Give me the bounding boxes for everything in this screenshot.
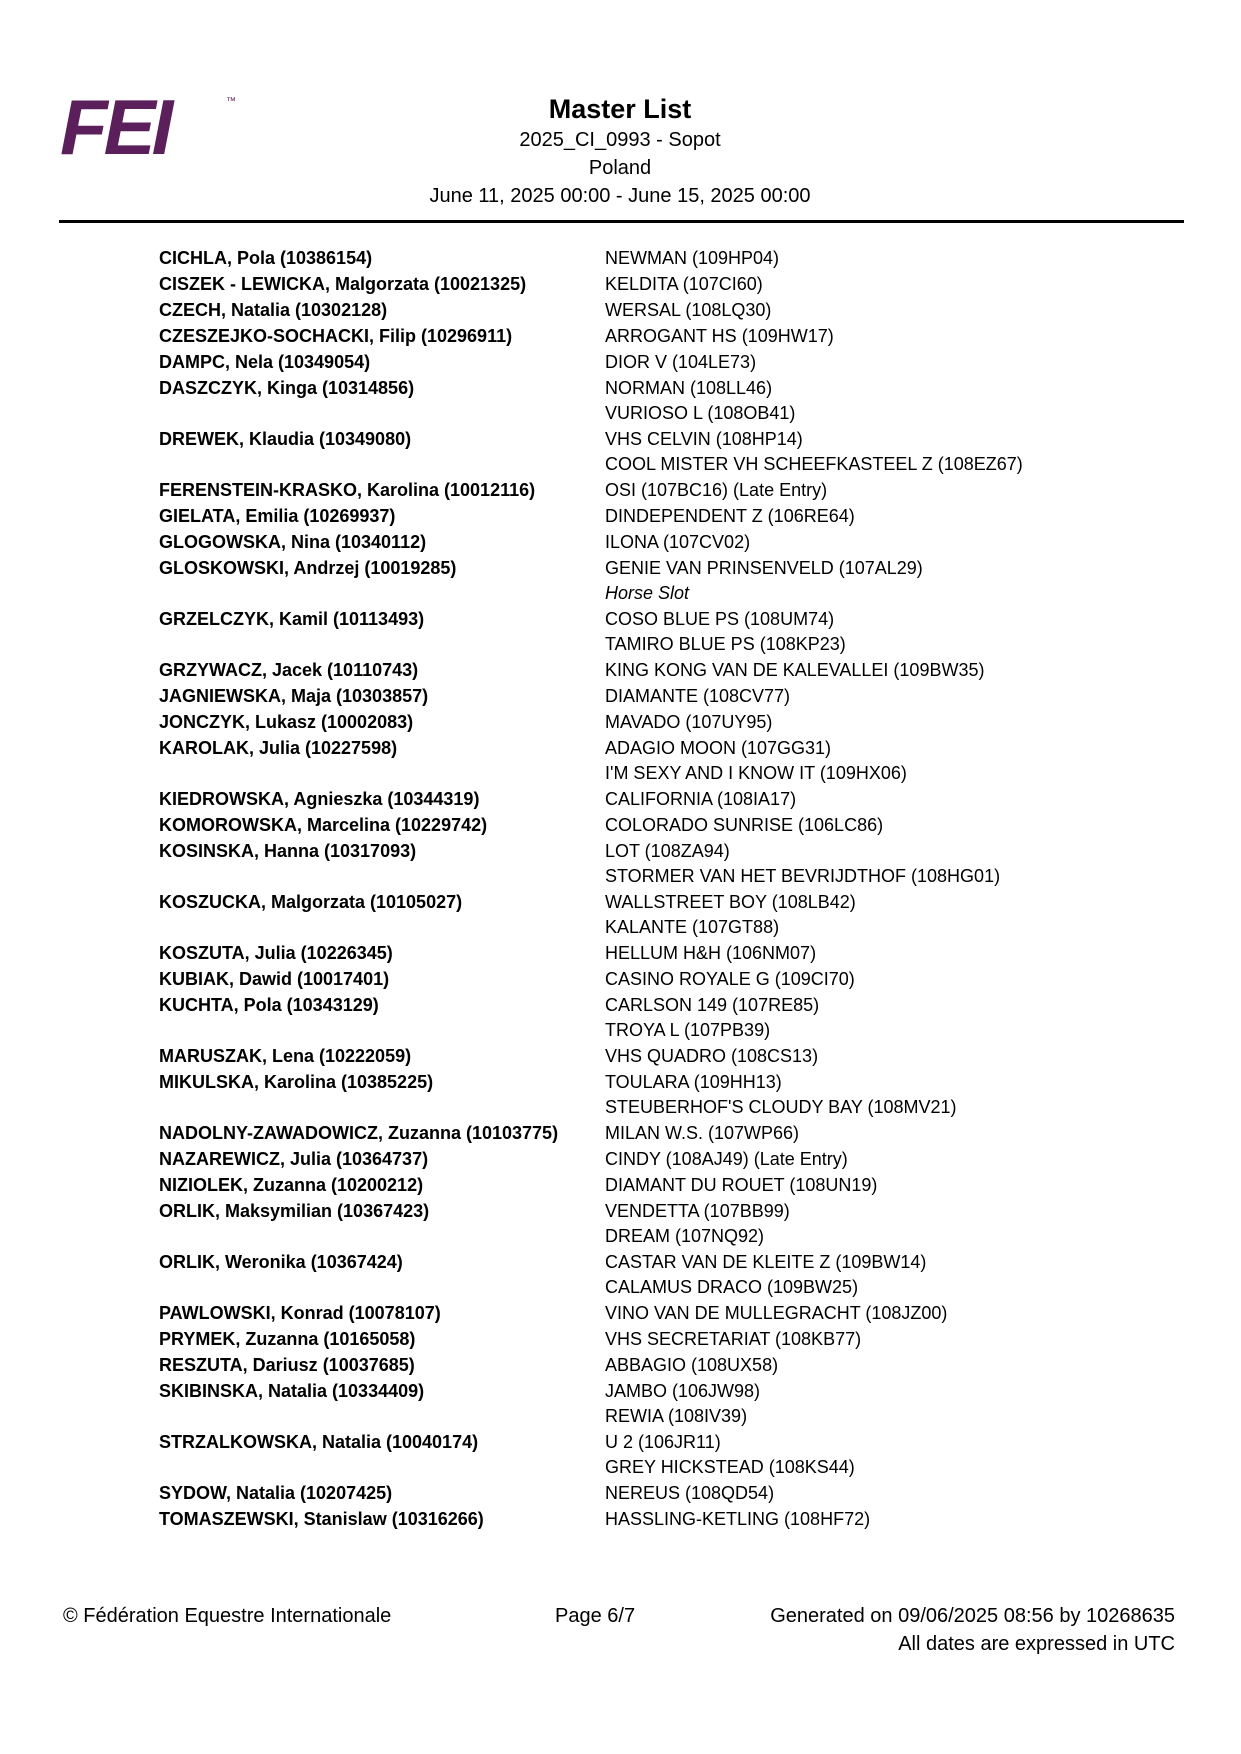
list-item (159, 556, 1139, 606)
list-item (159, 324, 1139, 349)
horse-list (605, 556, 923, 606)
rider-name: PRYMEK, Zuzanna (10165058) (159, 1329, 416, 1349)
horse-list (605, 710, 772, 735)
horse-list (605, 1147, 848, 1172)
horse-list (605, 658, 984, 683)
list-item (159, 427, 1139, 477)
horse-name: CARLSON 149 (107RE85) (605, 995, 820, 1015)
footer-page-number: Page 6/7 (555, 1605, 636, 1627)
rider-name: PAWLOWSKI, Konrad (10078107) (159, 1303, 441, 1323)
rider-name: CZECH, Natalia (10302128) (159, 300, 388, 320)
rider-name: RESZUTA, Dariusz (10037685) (159, 1355, 415, 1375)
rider-name: ORLIK, Maksymilian (10367423) (159, 1201, 430, 1221)
rider-name: GRZELCZYK, Kamil (10113493) (159, 609, 425, 629)
horse-list (605, 1430, 855, 1480)
rider-name: DASZCZYK, Kinga (10314856) (159, 378, 415, 398)
footer-generated-text: Generated on 09/06/2025 08:56 by 10268635 (770, 1605, 1175, 1627)
list-item (159, 658, 1139, 683)
list-item (159, 1070, 1139, 1120)
list-item (159, 1327, 1139, 1352)
rider-name: KOMOROWSKA, Marcelina (10229742) (159, 815, 488, 835)
horse-list (605, 839, 1000, 889)
list-item (159, 1147, 1139, 1172)
horse-list (605, 890, 856, 940)
horse-name: VENDETTA (107BB99) (605, 1201, 790, 1221)
list-item (159, 1353, 1139, 1378)
trademark-mark: ™ (226, 96, 236, 107)
horse-name: CALAMUS DRACO (109BW25) (605, 1277, 859, 1297)
horse-name: TAMIRO BLUE PS (108KP23) (605, 634, 846, 654)
horse-name: MILAN W.S. (107WP66) (605, 1123, 800, 1143)
rider-name: KOSZUCKA, Malgorzata (10105027) (159, 892, 463, 912)
list-item (159, 787, 1139, 812)
horse-name: DIAMANTE (108CV77) (605, 686, 791, 706)
horse-name: COSO BLUE PS (108UM74) (605, 609, 835, 629)
list-item (159, 272, 1139, 297)
horse-list (605, 478, 827, 503)
horse-list (605, 941, 816, 966)
list-item (159, 1199, 1139, 1249)
horse-name: TROYA L (107PB39) (605, 1020, 771, 1040)
rider-name: GLOSKOWSKI, Andrzej (10019285) (159, 558, 457, 578)
horse-name: CALIFORNIA (108IA17) (605, 789, 797, 809)
rider-name: JAGNIEWSKA, Maja (10303857) (159, 686, 429, 706)
horse-list (605, 813, 883, 838)
horse-name: DINDEPENDENT Z (106RE64) (605, 506, 855, 526)
list-item (159, 967, 1139, 992)
rider-name: GIELATA, Emilia (10269937) (159, 506, 396, 526)
horse-name: MAVADO (107UY95) (605, 712, 773, 732)
horse-list (605, 1353, 778, 1378)
rider-name: KUCHTA, Pola (10343129) (159, 995, 379, 1015)
horse-name: WALLSTREET BOY (108LB42) (605, 892, 856, 912)
rider-name: ORLIK, Weronika (10367424) (159, 1252, 403, 1272)
horse-name: COLORADO SUNRISE (106LC86) (605, 815, 884, 835)
rider-name: CICHLA, Pola (10386154) (159, 248, 373, 268)
list-item (159, 736, 1139, 786)
rider-name: KIEDROWSKA, Agnieszka (10344319) (159, 789, 480, 809)
horse-name: WERSAL (108LQ30) (605, 300, 772, 320)
event-code: 2025_CI_0993 - Sopot (519, 129, 721, 151)
horse-list (605, 787, 796, 812)
horse-name: ADAGIO MOON (107GG31) (605, 738, 832, 758)
horse-list (605, 1173, 877, 1198)
rider-name: SYDOW, Natalia (10207425) (159, 1483, 393, 1503)
horse-name: JAMBO (106JW98) (605, 1381, 761, 1401)
horse-name: STORMER VAN HET BEVRIJDTHOF (108HG01) (605, 866, 1001, 886)
list-item (159, 710, 1139, 735)
rider-name: NIZIOLEK, Zuzanna (10200212) (159, 1175, 424, 1195)
list-item (159, 246, 1139, 271)
horse-name: HASSLING-KETLING (108HF72) (605, 1509, 871, 1529)
horse-list (605, 324, 834, 349)
horse-name: GENIE VAN PRINSENVELD (107AL29) (605, 558, 923, 578)
rider-name: KAROLAK, Julia (10227598) (159, 738, 398, 758)
horse-list (605, 272, 763, 297)
page-title: Master List (548, 94, 692, 124)
horse-name: ILONA (107CV02) (605, 532, 751, 552)
horse-list (605, 530, 750, 555)
horse-list (605, 1044, 818, 1069)
horse-list (605, 1199, 790, 1249)
rider-name: TOMASZEWSKI, Stanislaw (10316266) (159, 1509, 484, 1529)
horse-list (605, 1121, 799, 1146)
horse-name: NEREUS (108QD54) (605, 1483, 775, 1503)
horse-name: KING KONG VAN DE KALEVALLEI (109BW35) (605, 660, 985, 680)
horse-list (605, 736, 907, 786)
horse-list (605, 993, 819, 1043)
list-item (159, 1121, 1139, 1146)
fei-logo (60, 92, 260, 164)
master-list (159, 246, 1139, 1533)
list-item (159, 941, 1139, 966)
list-item (159, 1173, 1139, 1198)
list-item (159, 890, 1139, 940)
list-item (159, 350, 1139, 375)
rider-name: MIKULSKA, Karolina (10385225) (159, 1072, 434, 1092)
horse-name: ARROGANT HS (109HW17) (605, 326, 834, 346)
horse-list (605, 607, 846, 657)
horse-list (605, 684, 790, 709)
horse-list (605, 504, 855, 529)
footer-dates-note: All dates are expressed in UTC (898, 1633, 1175, 1655)
horse-slot-note: Horse Slot (605, 583, 690, 603)
list-item (159, 530, 1139, 555)
horse-name: KELDITA (107CI60) (605, 274, 763, 294)
horse-list (605, 1250, 926, 1300)
rider-name: MARUSZAK, Lena (10222059) (159, 1046, 412, 1066)
event-country: Poland (588, 157, 652, 179)
header-divider (59, 220, 1184, 223)
horse-list (605, 298, 771, 323)
rider-name: JONCZYK, Lukasz (10002083) (159, 712, 414, 732)
rider-name: FERENSTEIN-KRASKO, Karolina (10012116) (159, 480, 536, 500)
horse-name: STEUBERHOF'S CLOUDY BAY (108MV21) (605, 1097, 957, 1117)
list-item (159, 1044, 1139, 1069)
list-item (159, 839, 1139, 889)
list-item (159, 1379, 1139, 1429)
rider-name: KOSINSKA, Hanna (10317093) (159, 841, 417, 861)
horse-name: HELLUM H&H (106NM07) (605, 943, 817, 963)
horse-name: DIOR V (104LE73) (605, 352, 757, 372)
rider-name: NADOLNY-ZAWADOWICZ, Zuzanna (10103775) (159, 1123, 559, 1143)
horse-list (605, 1507, 870, 1532)
horse-list (605, 1481, 774, 1506)
rider-name: DAMPC, Nela (10349054) (159, 352, 371, 372)
rider-name: KOSZUTA, Julia (10226345) (159, 943, 393, 963)
horse-name: DIAMANT DU ROUET (108UN19) (605, 1175, 878, 1195)
rider-name: GRZYWACZ, Jacek (10110743) (159, 660, 419, 680)
horse-name: REWIA (108IV39) (605, 1406, 748, 1426)
horse-name: NEWMAN (109HP04) (605, 248, 780, 268)
rider-name: GLOGOWSKA, Nina (10340112) (159, 532, 427, 552)
horse-name: VHS CELVIN (108HP14) (605, 429, 803, 449)
list-item (159, 1301, 1139, 1326)
footer-copyright: © Fédération Equestre Internationale (63, 1605, 392, 1627)
horse-name: DREAM (107NQ92) (605, 1226, 765, 1246)
rider-name: KUBIAK, Dawid (10017401) (159, 969, 390, 989)
horse-name: CASTAR VAN DE KLEITE Z (109BW14) (605, 1252, 927, 1272)
horse-name: NORMAN (108LL46) (605, 378, 773, 398)
list-item (159, 684, 1139, 709)
horse-list (605, 427, 1023, 477)
horse-name: TOULARA (109HH13) (605, 1072, 782, 1092)
horse-name: LOT (108ZA94) (605, 841, 730, 861)
list-item (159, 376, 1139, 426)
horse-name: KALANTE (107GT88) (605, 917, 780, 937)
rider-name: DREWEK, Klaudia (10349080) (159, 429, 412, 449)
list-item (159, 993, 1139, 1043)
horse-list (605, 967, 855, 992)
horse-list (605, 1379, 760, 1429)
list-item (159, 813, 1139, 838)
horse-list (605, 1070, 957, 1120)
document-header (300, 92, 940, 210)
horse-list (605, 350, 756, 375)
rider-name: STRZALKOWSKA, Natalia (10040174) (159, 1432, 479, 1452)
horse-list (605, 246, 779, 271)
list-item (159, 607, 1139, 657)
rider-name: CZESZEJKO-SOCHACKI, Filip (10296911) (159, 326, 513, 346)
list-item (159, 1430, 1139, 1480)
horse-list (605, 376, 795, 426)
list-item (159, 504, 1139, 529)
rider-name: CISZEK - LEWICKA, Malgorzata (10021325) (159, 274, 527, 294)
rider-name: NAZAREWICZ, Julia (10364737) (159, 1149, 429, 1169)
footer-generated (770, 1602, 1175, 1658)
horse-name: VINO VAN DE MULLEGRACHT (108JZ00) (605, 1303, 948, 1323)
horse-name: CINDY (108AJ49) (Late Entry) (605, 1149, 848, 1169)
rider-name: SKIBINSKA, Natalia (10334409) (159, 1381, 425, 1401)
fei-logo-text: FEI (60, 92, 170, 164)
list-item (159, 1507, 1139, 1532)
list-item (159, 1250, 1139, 1300)
horse-name: ABBAGIO (108UX58) (605, 1355, 779, 1375)
horse-name: CASINO ROYALE G (109CI70) (605, 969, 855, 989)
horse-name: OSI (107BC16) (Late Entry) (605, 480, 828, 500)
horse-list (605, 1301, 947, 1326)
event-dates: June 11, 2025 00:00 - June 15, 2025 00:00 (429, 185, 811, 207)
list-item (159, 1481, 1139, 1506)
horse-name: VHS SECRETARIAT (108KB77) (605, 1329, 862, 1349)
list-item (159, 298, 1139, 323)
horse-name: GREY HICKSTEAD (108KS44) (605, 1457, 855, 1477)
horse-name: COOL MISTER VH SCHEEFKASTEEL Z (108EZ67) (605, 454, 1023, 474)
horse-name: I'M SEXY AND I KNOW IT (109HX06) (605, 763, 907, 783)
horse-name: VHS QUADRO (108CS13) (605, 1046, 819, 1066)
horse-name: U 2 (106JR11) (605, 1432, 721, 1452)
horse-name: VURIOSO L (108OB41) (605, 403, 796, 423)
list-item (159, 478, 1139, 503)
horse-list (605, 1327, 861, 1352)
